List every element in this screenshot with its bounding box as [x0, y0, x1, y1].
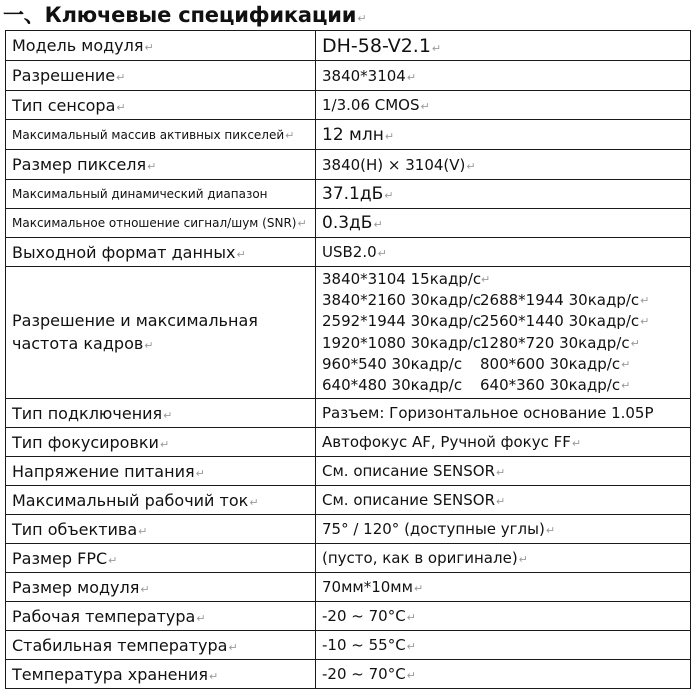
spec-value-text: 3840*3104 — [322, 66, 406, 85]
spec-key-text: Модель модуля — [12, 36, 144, 55]
spec-value-text: 12 млн — [322, 124, 384, 145]
spec-key — [6, 602, 316, 631]
paragraph-mark-icon: ↵ — [406, 640, 416, 653]
spec-value-text: 70мм*10мм — [322, 578, 413, 596]
spec-key-text: Тип фокусировки — [12, 432, 159, 452]
paragraph-mark-icon: ↵ — [466, 159, 476, 173]
spec-value-text: (пусто, как в оригинале) — [322, 549, 518, 567]
frame-rate-list — [316, 267, 691, 399]
spec-value-text: -20 ~ 70°C — [322, 665, 406, 683]
spec-value-text: Автофокус AF, Ручной фокус FF — [322, 433, 571, 451]
spec-value-text: Разъем: Горизонтальное основание 1.05P — [322, 404, 654, 422]
paragraph-mark-icon: ↵ — [481, 272, 491, 286]
section-heading — [3, 0, 366, 30]
spec-key — [6, 573, 316, 602]
spec-key-text: Максимальный рабочий ток — [12, 490, 249, 510]
paragraph-mark-icon: ↵ — [144, 41, 154, 54]
paragraph-mark-icon: ↵ — [209, 669, 219, 683]
spec-value — [316, 238, 691, 267]
table-row — [6, 238, 691, 267]
spec-value — [316, 486, 691, 515]
list-item: 2592*1944 30кадр/с 2560*1440 30кадр/с ↵ — [322, 311, 690, 332]
spec-key — [6, 544, 316, 573]
spec-key — [6, 486, 316, 515]
paragraph-mark-icon: ↵ — [406, 669, 416, 682]
spec-value — [316, 428, 691, 457]
list-item: 1920*1080 30кадр/с 1280*720 30кадр/с ↵ — [322, 333, 690, 354]
spec-key-text: частота кадров — [12, 333, 144, 353]
table-row — [6, 457, 691, 486]
spec-value-text: -20 ~ 70°C — [322, 607, 406, 625]
spec-value-text: 1/3.06 CMOS — [322, 96, 420, 114]
spec-key-text: Максимальное отношение сигнал/шум (SNR) — [12, 216, 297, 230]
table-row — [6, 150, 691, 180]
spec-key-text: Размер FPC — [12, 548, 108, 568]
paragraph-mark-icon: ↵ — [138, 524, 148, 538]
spec-value-text: См. описание SENSOR — [322, 491, 496, 509]
spec-key — [6, 631, 316, 660]
spec-value-text: См. описание SENSOR — [322, 462, 496, 480]
table-row — [6, 602, 691, 631]
spec-value — [316, 631, 691, 660]
spec-key — [6, 180, 316, 209]
paragraph-mark-icon: ↵ — [196, 611, 206, 625]
paragraph-mark-icon: ↵ — [518, 553, 528, 566]
paragraph-mark-icon: ↵ — [384, 189, 394, 202]
table-row — [6, 573, 691, 602]
paragraph-mark-icon: ↵ — [285, 128, 295, 142]
spec-key-text: Максимальный динамический диапазон — [12, 187, 268, 201]
paragraph-mark-icon: ↵ — [621, 357, 631, 371]
table-row — [6, 180, 691, 209]
paragraph-mark-icon: ↵ — [431, 41, 442, 55]
paragraph-mark-icon: ↵ — [413, 582, 424, 595]
paragraph-mark-icon: ↵ — [357, 12, 367, 25]
spec-key-text: Разрешение — [12, 66, 116, 85]
table-row — [6, 120, 691, 150]
paragraph-mark-icon: ↵ — [163, 408, 173, 422]
spec-key-text: Выходной формат данных — [12, 242, 236, 262]
spec-key — [6, 457, 316, 486]
spec-table — [5, 30, 691, 689]
paragraph-mark-icon: ↵ — [496, 466, 506, 479]
spec-key — [6, 31, 316, 61]
spec-key-text: Стабильная температура — [12, 635, 228, 655]
spec-value-text: 0.3дБ — [322, 213, 373, 233]
spec-key-text: Тип подключения — [12, 403, 163, 423]
paragraph-mark-icon: ↵ — [373, 218, 383, 231]
spec-key — [6, 399, 316, 428]
spec-key — [6, 209, 316, 238]
paragraph-mark-icon: ↵ — [116, 100, 126, 114]
paragraph-mark-icon: ↵ — [108, 553, 118, 567]
spec-value — [316, 399, 691, 428]
paragraph-mark-icon: ↵ — [297, 217, 307, 230]
paragraph-mark-icon: ↵ — [496, 495, 506, 508]
table-row — [6, 660, 691, 689]
list-item: 3840*3104 15кадр/с ↵ — [322, 269, 690, 290]
spec-value — [316, 544, 691, 573]
spec-value — [316, 61, 691, 91]
spec-value-text: 3840(H) × 3104(V) — [322, 155, 466, 174]
table-row — [6, 544, 691, 573]
paragraph-mark-icon: ↵ — [630, 336, 640, 350]
paragraph-mark-icon: ↵ — [159, 437, 170, 451]
table-row — [6, 631, 691, 660]
list-item: 640*480 30кадр/с 640*360 30кадр/с ↵ — [322, 375, 690, 396]
spec-key — [6, 660, 316, 689]
spec-key-text: Размер пикселя — [12, 155, 147, 174]
paragraph-mark-icon: ↵ — [236, 247, 246, 261]
spec-key — [6, 91, 316, 120]
paragraph-mark-icon: ↵ — [228, 640, 238, 654]
spec-value-text: -10 ~ 55°C — [322, 636, 406, 654]
spec-value — [316, 180, 691, 209]
paragraph-mark-icon: ↵ — [195, 466, 205, 480]
paragraph-mark-icon: ↵ — [406, 70, 417, 84]
table-row — [6, 486, 691, 515]
table-row — [6, 399, 691, 428]
paragraph-mark-icon: ↵ — [621, 379, 631, 393]
list-item: 960*540 30кадр/с 800*600 30кадр/с ↵ — [322, 354, 690, 375]
spec-key-text: Температура хранения — [12, 664, 209, 684]
spec-key-text: Разрешение и максимальная — [12, 310, 258, 330]
paragraph-mark-icon: ↵ — [571, 437, 582, 450]
paragraph-mark-icon: ↵ — [116, 71, 126, 84]
spec-key — [6, 267, 316, 399]
spec-value-text: DH-58-V2.1 — [322, 34, 431, 57]
spec-key-text: Максимальный массив активных пикселей — [12, 127, 285, 142]
spec-value — [316, 515, 691, 544]
paragraph-mark-icon: ↵ — [545, 524, 556, 537]
spec-key-text: Рабочая температура — [12, 606, 196, 626]
spec-key — [6, 428, 316, 457]
spec-key — [6, 515, 316, 544]
spec-value — [316, 91, 691, 120]
paragraph-mark-icon: ↵ — [147, 160, 157, 173]
spec-value-text: USB2.0 — [322, 243, 377, 261]
paragraph-mark-icon: ↵ — [420, 100, 430, 113]
paragraph-mark-icon: ↵ — [377, 247, 387, 260]
spec-key — [6, 238, 316, 267]
spec-value — [316, 573, 691, 602]
table-row — [6, 428, 691, 457]
spec-value — [316, 150, 691, 180]
spec-value-text: 37.1дБ — [322, 184, 384, 204]
table-row — [6, 267, 691, 399]
paragraph-mark-icon: ↵ — [406, 611, 416, 624]
spec-value — [316, 660, 691, 689]
spec-value — [316, 602, 691, 631]
spec-value — [316, 209, 691, 238]
spec-key-text: Тип сенсора — [12, 95, 116, 115]
section-heading-text: 一、Ключевые спецификации — [3, 3, 357, 27]
table-row — [6, 31, 691, 61]
table-row — [6, 515, 691, 544]
list-item: 3840*2160 30кадр/с 2688*1944 30кадр/с ↵ — [322, 290, 690, 311]
paragraph-mark-icon: ↵ — [640, 293, 650, 307]
spec-key-text: Тип объектива — [12, 519, 138, 539]
table-row — [6, 209, 691, 238]
table-row — [6, 91, 691, 120]
paragraph-mark-icon: ↵ — [140, 582, 150, 596]
paragraph-mark-icon: ↵ — [249, 495, 259, 509]
spec-key-text: Напряжение питания — [12, 461, 195, 481]
paragraph-mark-icon: ↵ — [640, 315, 650, 329]
spec-key-text: Размер модуля — [12, 577, 140, 597]
table-row — [6, 61, 691, 91]
spec-value — [316, 31, 691, 61]
spec-value — [316, 120, 691, 150]
spec-key — [6, 120, 316, 150]
spec-value — [316, 457, 691, 486]
paragraph-mark-icon: ↵ — [144, 338, 154, 352]
spec-key — [6, 61, 316, 91]
paragraph-mark-icon: ↵ — [384, 129, 395, 143]
spec-value-text: 75° / 120° (доступные углы) — [322, 520, 545, 538]
spec-key — [6, 150, 316, 180]
